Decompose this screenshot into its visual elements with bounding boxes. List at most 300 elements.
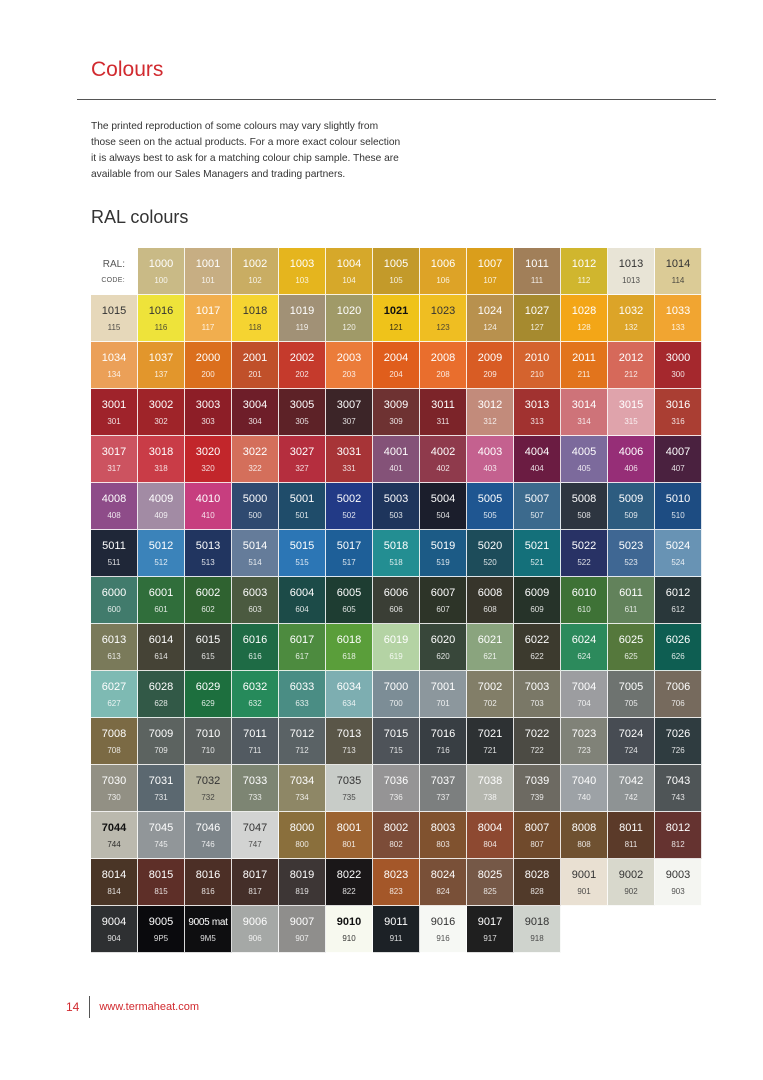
ral-code: 1023 (430, 305, 456, 317)
product-code: 634 (342, 699, 356, 708)
ral-code: 4005 (571, 446, 597, 458)
colour-swatch (561, 248, 608, 295)
colour-swatch (420, 248, 467, 295)
ral-code: 3020 (195, 446, 221, 458)
product-code: 103 (295, 276, 309, 285)
product-code: 709 (154, 746, 168, 755)
colour-swatch (91, 389, 138, 436)
colour-swatch (326, 342, 373, 389)
ral-code: 5023 (618, 540, 644, 552)
colour-swatch (467, 342, 514, 389)
ral-code: 3015 (618, 399, 644, 411)
colour-swatch (655, 389, 702, 436)
colour-swatch (420, 624, 467, 671)
product-code: 739 (530, 793, 544, 802)
ral-code: 7038 (477, 775, 503, 787)
colour-swatch (561, 624, 608, 671)
colour-swatch (185, 577, 232, 624)
product-code: 121 (389, 323, 403, 332)
colour-swatch (326, 671, 373, 718)
product-code: 9P5 (153, 934, 169, 943)
ral-code: 9007 (289, 916, 315, 928)
colour-swatch (467, 530, 514, 577)
product-code: 515 (295, 558, 309, 567)
colour-swatch (326, 530, 373, 577)
colour-swatch (185, 624, 232, 671)
ral-code: 6026 (665, 634, 691, 646)
product-code: 825 (483, 887, 497, 896)
ral-code: 8014 (101, 869, 127, 881)
product-code: 819 (295, 887, 309, 896)
ral-code: 8016 (195, 869, 221, 881)
colour-swatch (279, 671, 326, 718)
colour-swatch (185, 718, 232, 765)
product-code: 807 (530, 840, 544, 849)
colour-swatch (655, 483, 702, 530)
colour-swatch (373, 342, 420, 389)
ral-code: 9003 (665, 869, 691, 881)
product-code: 204 (389, 370, 403, 379)
product-code: 614 (154, 652, 168, 661)
ral-code: 4003 (477, 446, 503, 458)
ral-code: 5012 (148, 540, 174, 552)
ral-code: 9006 (242, 916, 268, 928)
ral-code: 3031 (336, 446, 362, 458)
product-code: 402 (436, 464, 450, 473)
colour-swatch (279, 342, 326, 389)
ral-code: 5001 (289, 493, 315, 505)
product-code: 711 (248, 746, 262, 755)
product-code: 604 (295, 605, 309, 614)
product-code: 911 (389, 934, 403, 943)
colour-swatch (655, 530, 702, 577)
product-code: 721 (483, 746, 497, 755)
colour-swatch (373, 295, 420, 342)
website-link[interactable]: www.termaheat.com (99, 1001, 200, 1013)
product-code: 609 (530, 605, 544, 614)
product-code: 507 (530, 511, 544, 520)
colour-swatch (91, 859, 138, 906)
ral-code: 7044 (101, 822, 127, 834)
product-code: 301 (107, 417, 121, 426)
colour-swatch (232, 624, 279, 671)
colour-swatch (185, 295, 232, 342)
product-code: 916 (436, 934, 450, 943)
ral-code: 1012 (571, 258, 597, 270)
ral-code: 6000 (101, 587, 127, 599)
colour-swatch (185, 389, 232, 436)
colour-swatch (279, 812, 326, 859)
colour-swatch (373, 906, 420, 953)
colour-swatch (608, 389, 655, 436)
colour-swatch (373, 812, 420, 859)
product-code: 742 (624, 793, 638, 802)
colour-swatch (467, 718, 514, 765)
product-code: 106 (436, 276, 450, 285)
ral-code: 6029 (195, 681, 221, 693)
product-code: 300 (671, 370, 685, 379)
ral-code: 6013 (101, 634, 127, 646)
product-code: 738 (483, 793, 497, 802)
colour-swatch (561, 342, 608, 389)
colour-swatch (185, 436, 232, 483)
product-code: 1013 (622, 276, 640, 285)
colour-swatch (420, 483, 467, 530)
colour-swatch (326, 577, 373, 624)
colour-swatch (138, 248, 185, 295)
colour-swatch (232, 248, 279, 295)
ral-code: 7039 (524, 775, 550, 787)
colour-swatch (138, 859, 185, 906)
ral-code: 8004 (477, 822, 503, 834)
product-code: 105 (389, 276, 403, 285)
colour-swatch (91, 577, 138, 624)
product-code: 523 (624, 558, 638, 567)
colour-swatch (232, 859, 279, 906)
ral-code: 6027 (101, 681, 127, 693)
colour-swatch (655, 248, 702, 295)
ral-code: 7045 (148, 822, 174, 834)
product-code: 617 (295, 652, 309, 661)
ral-code: 9005 (148, 916, 174, 928)
colour-swatch (373, 718, 420, 765)
ral-code: 3007 (336, 399, 362, 411)
product-code: 116 (154, 323, 168, 332)
colour-swatch (373, 765, 420, 812)
product-code: 212 (624, 370, 638, 379)
colour-swatch (91, 295, 138, 342)
product-code: 304 (248, 417, 262, 426)
product-code: 307 (342, 417, 356, 426)
ral-code: 7035 (336, 775, 362, 787)
colour-swatch (232, 812, 279, 859)
colour-swatch (467, 436, 514, 483)
product-code: 824 (436, 887, 450, 896)
colour-swatch (91, 906, 138, 953)
product-code: 804 (483, 840, 497, 849)
colour-swatch (420, 342, 467, 389)
product-code: 828 (530, 887, 544, 896)
product-code: 309 (389, 417, 403, 426)
colour-swatch (655, 859, 702, 906)
product-code: 747 (248, 840, 262, 849)
product-code: 107 (483, 276, 497, 285)
product-code: 713 (342, 746, 356, 755)
product-code: 409 (154, 511, 168, 520)
colour-swatch (326, 483, 373, 530)
product-code: 705 (624, 699, 638, 708)
colour-swatch (279, 530, 326, 577)
ral-code: 6019 (383, 634, 409, 646)
product-code: 518 (389, 558, 403, 567)
colour-swatch (138, 624, 185, 671)
ral-code: 1003 (289, 258, 315, 270)
ral-code: 7003 (524, 681, 550, 693)
ral-code: 6004 (289, 587, 315, 599)
ral-code: 7000 (383, 681, 409, 693)
colour-swatch (91, 812, 138, 859)
colour-swatch (608, 530, 655, 577)
product-code: 622 (530, 652, 544, 661)
ral-code: 7011 (243, 728, 267, 740)
ral-code: 1028 (571, 305, 597, 317)
ral-code: 7022 (524, 728, 550, 740)
colour-swatch (608, 342, 655, 389)
ral-code: 3013 (524, 399, 550, 411)
ral-code: 1024 (477, 305, 503, 317)
ral-code: 3005 (289, 399, 315, 411)
ral-code: 5022 (571, 540, 597, 552)
product-code: 322 (248, 464, 262, 473)
ral-code: 5009 (618, 493, 644, 505)
ral-code: 3014 (571, 399, 597, 411)
ral-code: 6020 (430, 634, 456, 646)
ral-code: 8015 (148, 869, 174, 881)
product-code: 303 (201, 417, 215, 426)
ral-code: 3003 (195, 399, 221, 411)
ral-code: 7010 (195, 728, 221, 740)
ral-code: 5013 (195, 540, 221, 552)
product-code: 743 (671, 793, 685, 802)
colour-swatch (138, 483, 185, 530)
ral-code: 1037 (148, 352, 174, 364)
ral-code: 5020 (477, 540, 503, 552)
ral-code: 5008 (571, 493, 597, 505)
product-code: 137 (154, 370, 168, 379)
product-code: 600 (107, 605, 121, 614)
intro-paragraph: The printed reproduction of some colours may vary slightly from those seen on the actual products. For a more exact colour selection it is always best to ask for a matching colour chip sample. These are available from our Sales Managers and trading partners. (91, 121, 401, 180)
product-code: 611 (624, 605, 638, 614)
colour-swatch (91, 530, 138, 577)
product-code: 311 (436, 417, 450, 426)
product-code: 210 (530, 370, 544, 379)
ral-code: 6007 (430, 587, 456, 599)
ral-code: 8023 (383, 869, 409, 881)
product-code: 627 (107, 699, 121, 708)
ral-code: 7004 (571, 681, 597, 693)
ral-colour-grid (91, 248, 702, 953)
product-code: 907 (295, 934, 309, 943)
colour-swatch (373, 248, 420, 295)
ral-code: 8024 (430, 869, 456, 881)
colour-swatch (373, 624, 420, 671)
ral-code: 1000 (148, 258, 174, 270)
colour-swatch (514, 671, 561, 718)
ral-code: 5007 (524, 493, 550, 505)
colour-swatch (185, 530, 232, 577)
colour-swatch (561, 718, 608, 765)
colour-swatch (420, 295, 467, 342)
ral-code: 7016 (430, 728, 456, 740)
product-code: 517 (342, 558, 356, 567)
product-code: 701 (436, 699, 450, 708)
product-code: 9M5 (200, 934, 216, 943)
product-code: 723 (577, 746, 591, 755)
ral-code: 8025 (477, 869, 503, 881)
ral-code: 7043 (665, 775, 691, 787)
ral-code: 3000 (665, 352, 691, 364)
product-code: 704 (577, 699, 591, 708)
ral-code: 1001 (195, 258, 221, 270)
product-code: 823 (389, 887, 403, 896)
colour-swatch (514, 530, 561, 577)
product-code: 318 (154, 464, 168, 473)
colour-swatch (91, 436, 138, 483)
product-code: 628 (154, 699, 168, 708)
ral-code: 1018 (242, 305, 268, 317)
ral-code: 5004 (430, 493, 456, 505)
ral-code: 3011 (431, 399, 455, 411)
product-code: 114 (671, 276, 685, 285)
ral-code: 4001 (383, 446, 409, 458)
colour-swatch (185, 483, 232, 530)
colour-swatch (326, 295, 373, 342)
product-code: 902 (624, 887, 638, 896)
product-code: 100 (154, 276, 168, 285)
colour-swatch (561, 483, 608, 530)
product-code: 808 (577, 840, 591, 849)
colour-swatch (514, 342, 561, 389)
ral-code: 8017 (242, 869, 268, 881)
ral-code: 1034 (101, 352, 127, 364)
ral-code: 5019 (430, 540, 456, 552)
product-code: 509 (624, 511, 638, 520)
ral-code: 5017 (336, 540, 362, 552)
ral-code: 2010 (524, 352, 550, 364)
product-code: 315 (624, 417, 638, 426)
ral-code: 6009 (524, 587, 550, 599)
product-code: 618 (342, 652, 356, 661)
ral-code: 3027 (289, 446, 315, 458)
colour-swatch (420, 906, 467, 953)
section-title: RAL colours (91, 207, 189, 227)
ral-code: 4008 (101, 493, 127, 505)
colour-swatch (373, 577, 420, 624)
colour-swatch (91, 483, 138, 530)
colour-swatch (91, 718, 138, 765)
ral-code: 6017 (289, 634, 315, 646)
ral-code: 6032 (242, 681, 268, 693)
product-code: 736 (389, 793, 403, 802)
ral-code: 7005 (618, 681, 644, 693)
colour-swatch (655, 765, 702, 812)
product-code: 730 (107, 793, 121, 802)
ral-code: 5005 (477, 493, 503, 505)
colour-swatch (514, 436, 561, 483)
colour-swatch (138, 389, 185, 436)
product-code: 904 (107, 934, 121, 943)
colour-swatch (514, 906, 561, 953)
colour-swatch (514, 765, 561, 812)
ral-code: 2003 (336, 352, 362, 364)
ral-code: 6001 (148, 587, 174, 599)
product-code: 712 (295, 746, 309, 755)
product-code: 201 (248, 370, 262, 379)
product-code: 733 (248, 793, 262, 802)
product-code: 629 (201, 699, 215, 708)
product-code: 104 (342, 276, 356, 285)
colour-swatch (561, 859, 608, 906)
colour-swatch (91, 671, 138, 718)
ral-code: 8003 (430, 822, 456, 834)
product-code: 917 (483, 934, 497, 943)
colour-swatch (608, 859, 655, 906)
legend-ral-label: RAL: (102, 259, 125, 270)
ral-code: 7023 (571, 728, 597, 740)
ral-code: 2012 (618, 352, 644, 364)
product-code: 613 (107, 652, 121, 661)
product-code: 133 (671, 323, 685, 332)
ral-code: 9018 (524, 916, 550, 928)
colour-swatch (655, 718, 702, 765)
product-code: 123 (436, 323, 450, 332)
colour-swatch (608, 436, 655, 483)
ral-code: 1019 (289, 305, 315, 317)
colour-swatch (561, 765, 608, 812)
product-code: 700 (389, 699, 403, 708)
ral-code: 6002 (195, 587, 221, 599)
product-code: 910 (342, 934, 356, 943)
product-code: 620 (436, 652, 450, 661)
colour-swatch (420, 577, 467, 624)
colour-swatch (279, 483, 326, 530)
product-code: 512 (154, 558, 168, 567)
product-code: 610 (577, 605, 591, 614)
product-code: 901 (577, 887, 591, 896)
colour-swatch (420, 718, 467, 765)
ral-code: 3012 (477, 399, 503, 411)
ral-code: 1005 (383, 258, 409, 270)
ral-code: 1020 (336, 305, 362, 317)
product-code: 209 (483, 370, 497, 379)
product-code: 514 (248, 558, 262, 567)
colour-swatch (561, 295, 608, 342)
ral-code: 7037 (430, 775, 456, 787)
product-code: 710 (201, 746, 215, 755)
ral-code: 2008 (430, 352, 456, 364)
page-title: Colours (91, 58, 164, 81)
ral-code: 3001 (101, 399, 127, 411)
ral-code: 7033 (242, 775, 268, 787)
ral-code: 8007 (524, 822, 550, 834)
product-code: 513 (201, 558, 215, 567)
colour-swatch (608, 812, 655, 859)
product-code: 305 (295, 417, 309, 426)
ral-code: 1004 (336, 258, 362, 270)
ral-code: 9010 (336, 916, 362, 928)
ral-code: 7009 (148, 728, 174, 740)
product-code: 814 (107, 887, 121, 896)
colour-swatch (561, 671, 608, 718)
product-code: 331 (342, 464, 356, 473)
ral-code: 5024 (665, 540, 691, 552)
product-code: 616 (248, 652, 262, 661)
ral-code: 6006 (383, 587, 409, 599)
product-code: 501 (295, 511, 309, 520)
product-code: 115 (107, 323, 121, 332)
product-code: 625 (624, 652, 638, 661)
ral-code: 6033 (289, 681, 315, 693)
colour-swatch (326, 436, 373, 483)
product-code: 815 (154, 887, 168, 896)
product-code: 111 (530, 276, 544, 285)
ral-code: 9002 (618, 869, 644, 881)
colour-swatch (138, 295, 185, 342)
colour-swatch (279, 906, 326, 953)
colour-swatch (185, 671, 232, 718)
colour-swatch (655, 624, 702, 671)
colour-swatch (561, 577, 608, 624)
